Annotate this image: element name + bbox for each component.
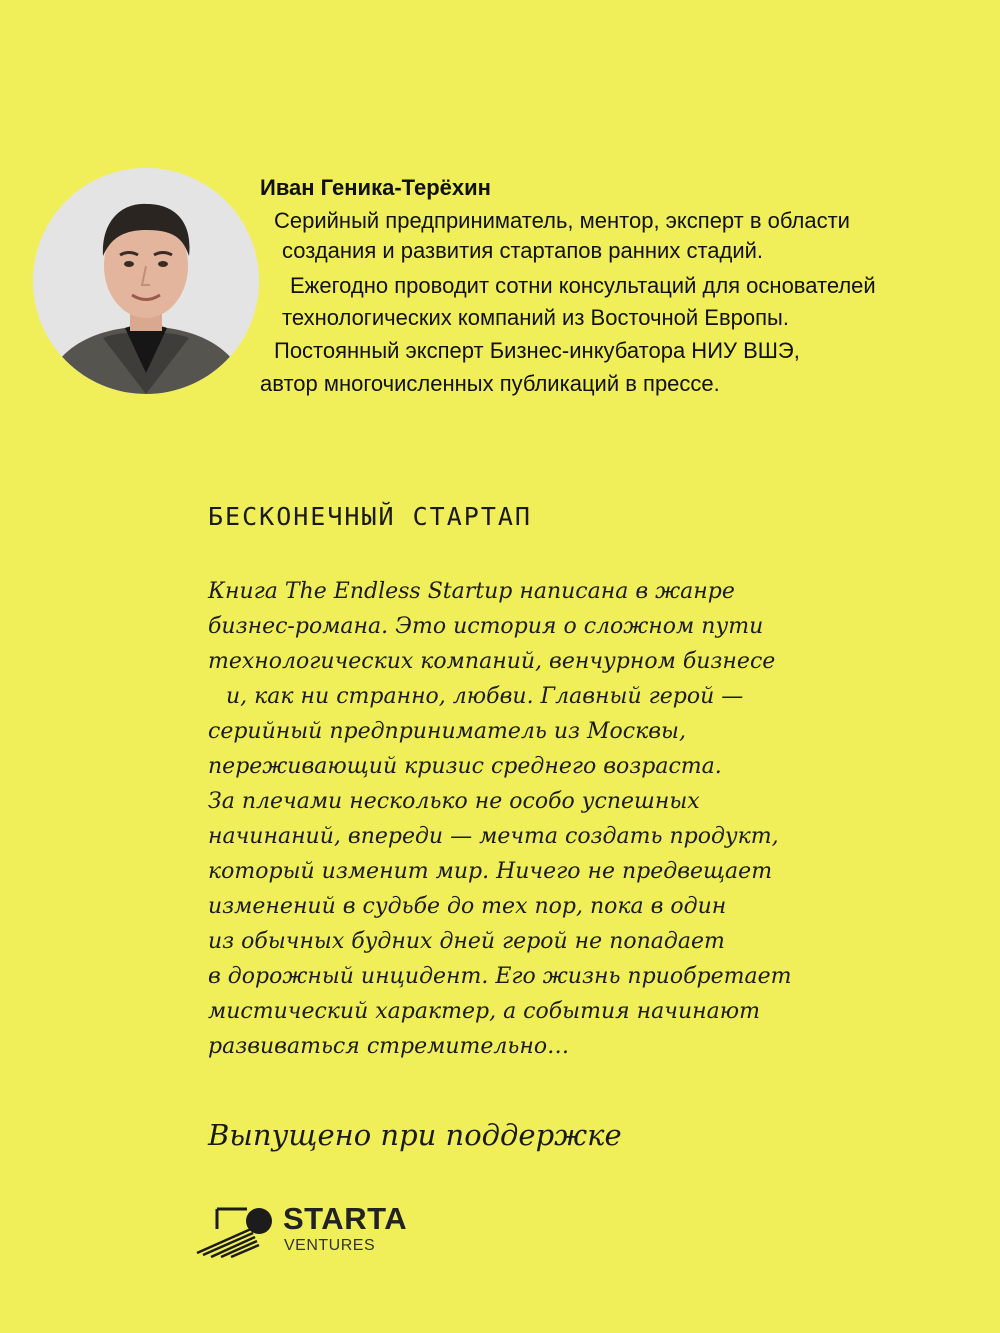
description-line: изменений в судьбе до тех пор, пока в один [208, 894, 727, 919]
description-line: развиваться стремительно… [208, 1034, 570, 1059]
book-title: БЕСКОНЕЧНЫЙ СТАРТАП [208, 502, 532, 531]
sponsor-logo [195, 1199, 435, 1263]
description-line: За плечами несколько не особо успешных [208, 789, 700, 814]
author-portrait-icon [33, 168, 259, 394]
description-line: Книга The Endless Startup написана в жанре [208, 579, 735, 604]
support-label: Выпущено при поддержке [208, 1118, 622, 1152]
author-bio-line: автор многочисленных публикаций в прессе. [260, 371, 720, 396]
sponsor-name: STARTA [283, 1201, 408, 1236]
author-photo [33, 168, 259, 394]
author-bio-line: Серийный предприниматель, ментор, эксперт в области [274, 208, 850, 233]
author-bio-line: Постоянный эксперт Бизнес-инкубатора НИУ ВШЭ, [274, 338, 800, 363]
description-line: серийный предприниматель из Москвы, [208, 719, 686, 744]
description-line: начинаний, впереди — мечта создать продукт, [208, 824, 779, 849]
description-line: и, как ни странно, любви. Главный герой — [226, 684, 744, 709]
description-line: который изменит мир. Ничего не предвещает [208, 859, 773, 884]
sponsor-subtitle: VENTURES [284, 1237, 376, 1254]
starta-comet-logo-icon [195, 1199, 279, 1259]
description-line: в дорожный инцидент. Его жизнь приобретает [208, 964, 792, 989]
author-name: Иван Геника-Терёхин [260, 175, 491, 200]
author-bio-line: Ежегодно проводит сотни консультаций для основателей [290, 273, 876, 298]
author-bio-line: технологических компаний из Восточной Европы. [282, 305, 789, 330]
description-line: технологических компаний, венчурном бизнесе [208, 649, 776, 674]
description-line: переживающий кризис среднего возраста. [208, 754, 722, 779]
description-line: бизнес-романа. Это история о сложном пути [208, 614, 764, 639]
author-bio-line: создания и развития стартапов ранних стадий. [282, 238, 764, 263]
description-line: из обычных будних дней герой не попадает [208, 929, 725, 954]
description-line: мистический характер, а события начинают [208, 999, 760, 1024]
